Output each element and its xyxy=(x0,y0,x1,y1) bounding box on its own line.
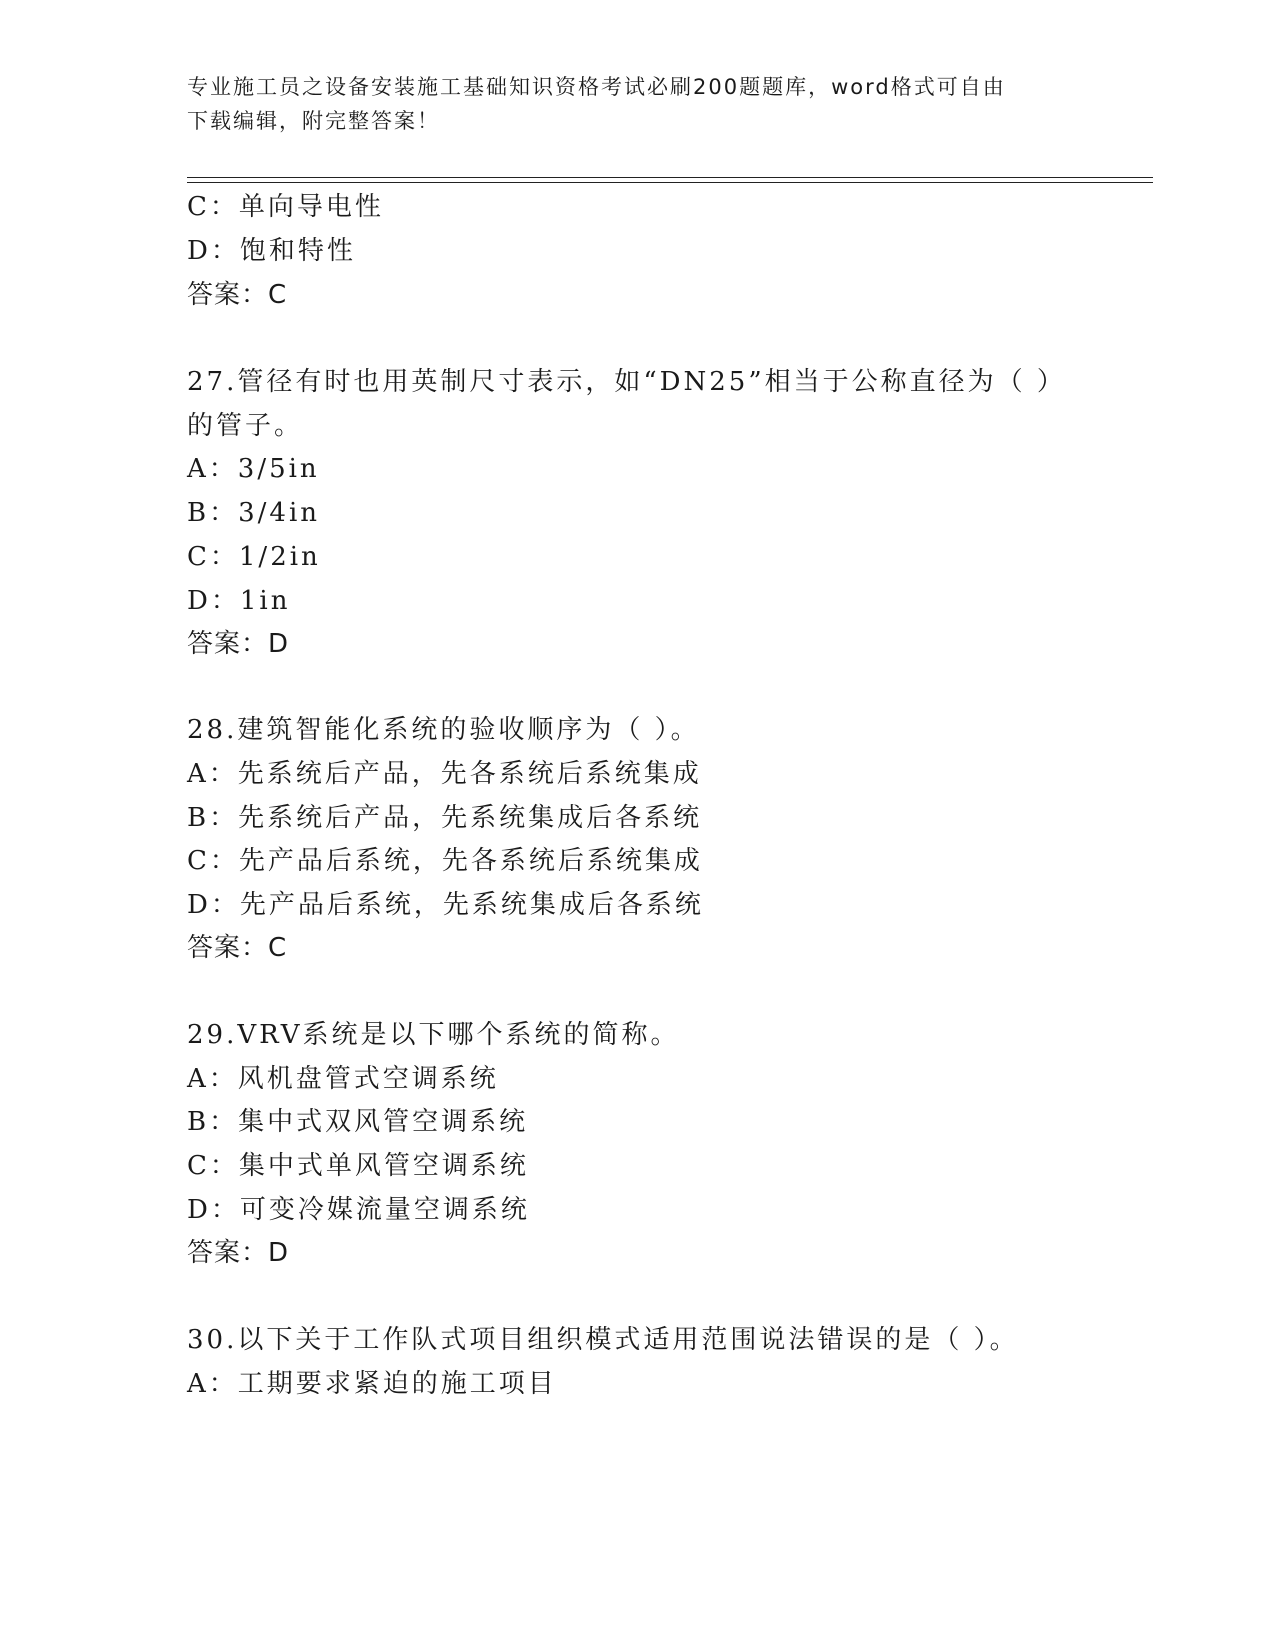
answer-line: 答案：D xyxy=(187,1238,290,1268)
question-30-text: 30.以下关于工作队式项目组织模式适用范围说法错误的是（ ）。 xyxy=(187,1325,1019,1355)
option-b: B：3/4in xyxy=(187,498,321,528)
option-b: B：集中式双风管空调系统 xyxy=(187,1107,529,1137)
header-rule-bottom xyxy=(187,182,1153,183)
header-rule-top xyxy=(187,177,1153,178)
option-a: A：工期要求紧迫的施工项目 xyxy=(187,1369,557,1399)
option-a: A：先系统后产品，先各系统后系统集成 xyxy=(187,759,702,789)
answer-line: 答案：C xyxy=(187,280,288,310)
option-d: D：可变冷媒流量空调系统 xyxy=(187,1195,530,1225)
question-28-text: 28.建筑智能化系统的验收顺序为（ ）。 xyxy=(187,715,700,745)
question-27-text: 27.管径有时也用英制尺寸表示，如“DN25”相当于公称直径为（ ） xyxy=(187,367,1066,397)
question-29-text: 29.VRV系统是以下哪个系统的简称。 xyxy=(187,1020,680,1050)
option-c: C：单向导电性 xyxy=(187,192,384,222)
option-d: D：先产品后系统，先系统集成后各系统 xyxy=(187,890,704,920)
answer-line: 答案：C xyxy=(187,933,288,963)
header-line-1: 专业施工员之设备安装施工基础知识资格考试必刷200题题库，word格式可自由 xyxy=(187,75,1006,99)
option-a: A：3/5in xyxy=(187,454,320,484)
option-b: B：先系统后产品，先系统集成后各系统 xyxy=(187,803,703,833)
option-c: C：1/2in xyxy=(187,542,321,572)
option-c: C：先产品后系统，先各系统后系统集成 xyxy=(187,846,703,876)
option-d: D：1in xyxy=(187,586,291,616)
option-d: D：饱和特性 xyxy=(187,236,356,266)
option-a: A：风机盘管式空调系统 xyxy=(187,1064,499,1094)
question-27-text-cont: 的管子。 xyxy=(187,411,304,441)
option-c: C：集中式单风管空调系统 xyxy=(187,1151,529,1181)
answer-line: 答案：D xyxy=(187,629,290,659)
header-line-2: 下载编辑，附完整答案！ xyxy=(187,109,440,133)
document-header xyxy=(187,70,1087,138)
